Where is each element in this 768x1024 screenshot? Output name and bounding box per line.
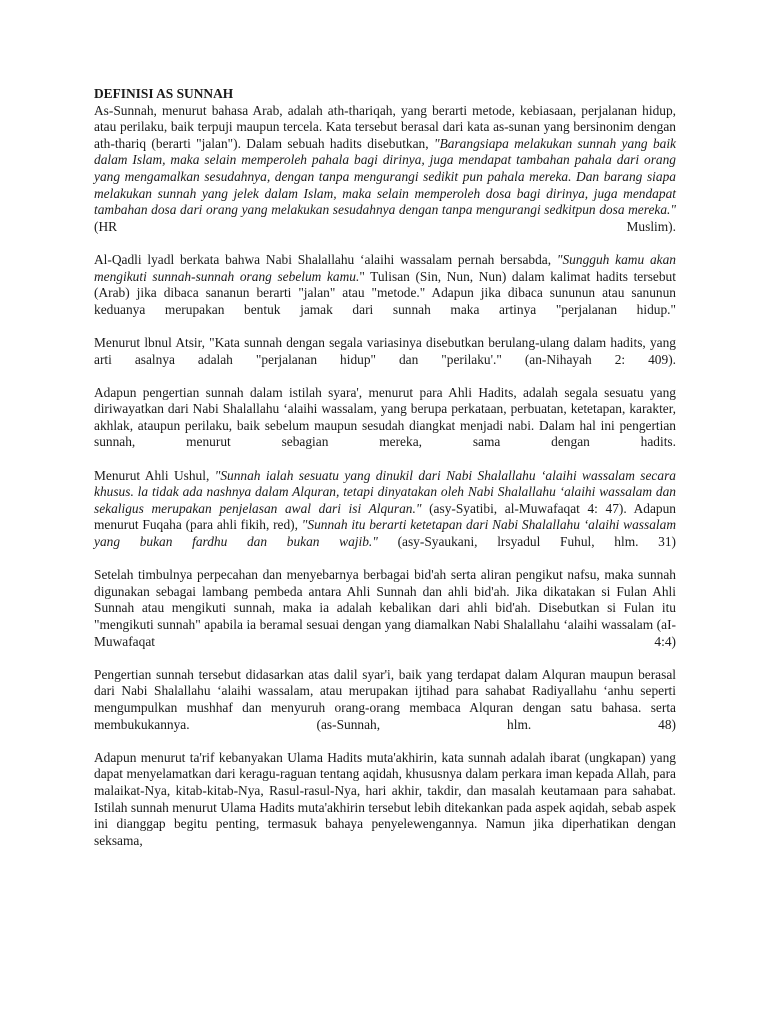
paragraph-5-text-b: (asy-Syatibi, al-Muwafaqat 4: 47). Adapun menurut Fuqaha (para ahli fikih, red), [94, 500, 676, 533]
paragraph-1 [94, 103, 676, 236]
paragraph-8: Adapun menurut ta'rif kebanyakan Ulama Hadits muta'akhirin, kata sunnah adalah ibarat (ungkapan) yang dapat menyelamatkan dari keragu-raguan tentang aqidah, khususnya dalam perkara iman kepada Allah, para malaikat-Nya, kitab-kitab-Nya, Rasul-rasul-Nya, hari akhir, takdir, dan masalah keutamaan para sahabat. Istilah sunnah menurut Ulama Hadits muta'akhirin tersebut lebih ditekankan pada aspek aqidah, sebab aspek ini dianggap begitu penting, termasuk bahaya penyelewengannya. Namun jika diperhatikan dengan seksama, [94, 749, 676, 848]
paragraph-4: Adapun pengertian sunnah dalam istilah syara', menurut para Ahli Hadits, adalah segala sesuatu yang diriwayatkan dari Nabi Shalallahu ‘alaihi wassalam, yang berupa perkataan, perbuatan, ketetapan, karakter, akhlak, ataupun perilaku, baik sebelum maupun sesudah diangkat menjadi nabi. Dalam hal ini pengertian sunnah, menurut sebagian mereka, sama dengan hadits. [94, 384, 676, 450]
document-title: DEFINISI AS SUNNAH [94, 86, 234, 101]
paragraph-2-text-a: Al-Qadli lyadl berkata bahwa Nabi Shalallahu ‘alaihi wassalam pernah bersabda, [94, 251, 557, 267]
paragraph-5-quote-2: "Sunnah itu berarti ketetapan dari Nabi Shalallahu ‘alaihi wassalam yang bukan fardhu dan bukan wajib." [94, 517, 676, 550]
paragraph-2-text-b: " Tulisan (Sin, Nun, Nun) dalam kalimat hadits tersebut (Arab) jika dibaca sananun berarti "jalan" atau "metode." Adapun jika dibaca sununun atau sanunun keduanya merupakan bentuk jamak dari sunnah maka artinya "perjalanan hidup." [94, 268, 676, 317]
paragraph-5-text-a: Menurut Ahli Ushul, [94, 467, 215, 483]
paragraph-2 [94, 252, 676, 318]
paragraph-1-text-b: (HR Muslim). [94, 218, 676, 234]
paragraph-2-hadith-quote: "Sungguh kamu akan mengikuti sunnah-sunnah orang sebelum kamu. [94, 251, 676, 284]
paragraph-5-text-c: (asy-Syaukani, lrsyadul Fuhul, hlm. 31) [377, 534, 676, 550]
paragraph-5 [94, 468, 676, 551]
document-body [94, 86, 676, 866]
paragraph-6: Setelah timbulnya perpecahan dan menyebarnya berbagai bid'ah serta aliran pengikut nafsu, maka sunnah digunakan sebagai lambang pembeda antara Ahli Sunnah dan ahli bid'ah. Jika dikatakan si Fulan Ahli Sunnah atau mengikuti sunnah, maka ia adalah kebalikan dari ahli bid'ah. Disebutkan si Fulan itu "mengikuti sunnah" apabila ia beramal sesuai dengan yang diamalkan Nabi Shalallahu ‘alaihi wassalam (aI-Muwafaqat 4:4) [94, 567, 676, 649]
paragraph-5-quote-1: "Sunnah ialah sesuatu yang dinukil dari Nabi Shalallahu ‘alaihi wassalam secara khusus. la tidak ada nashnya dalam Alquran, tetapi dinyatakan oleh Nabi Shalallahu ‘alaihi wassalam dan sekaligus merupakan penjelasan awal dari isi Alquran." [94, 467, 676, 516]
paragraph-1-text-a: As-Sunnah, menurut bahasa Arab, adalah ath-thariqah, yang berarti metode, kebiasaan, perjalanan hidup, atau perilaku, baik terpuji maupun tercela. Kata tersebut berasal dari kata as-sunan yang bersinonim dengan ath-thariq (berarti "jalan"). Dalam sebuah hadits disebutkan, [94, 102, 676, 151]
paragraph-1-hadith-quote: "Barangsiapa melakukan sunnah yang baik dalam Islam, maka selain memperoleh pahala bagi dirinya, juga mendapat tambahan pahala dari orang yang mengamalkan sesudahnya, dengan tanpa mengurangi sedikit pun pahala mereka. Dan barang siapa melakukan sunnah yang jelek dalam Islam, maka selain memperoleh dosa bagi dirinya, juga mendapat tambahan dosa dari orang yang melakukan sesudahnya dengan tanpa mengurangi sedkitpun dosa mereka." [94, 135, 676, 218]
paragraph-3: Menurut lbnul Atsir, "Kata sunnah dengan segala variasinya disebutkan berulang-ulang dalam hadits, yang arti asalnya adalah "perjalanan hidup" dan "perilaku'." (an-Nihayah 2: 409). [94, 334, 676, 367]
paragraph-7: Pengertian sunnah tersebut didasarkan atas dalil syar'i, baik yang terdapat dalam Alquran maupun berasal dari Nabi Shalallahu ‘alaihi wassalam, atau merupakan ijtihad para sahabat Radiyallahu ‘anhu seperti mengumpulkan mushhaf dan menyuruh orang-orang membaca Alquran dengan satu bahasa. serta membukukannya. (as-Sunnah, hlm. 48) [94, 666, 676, 732]
